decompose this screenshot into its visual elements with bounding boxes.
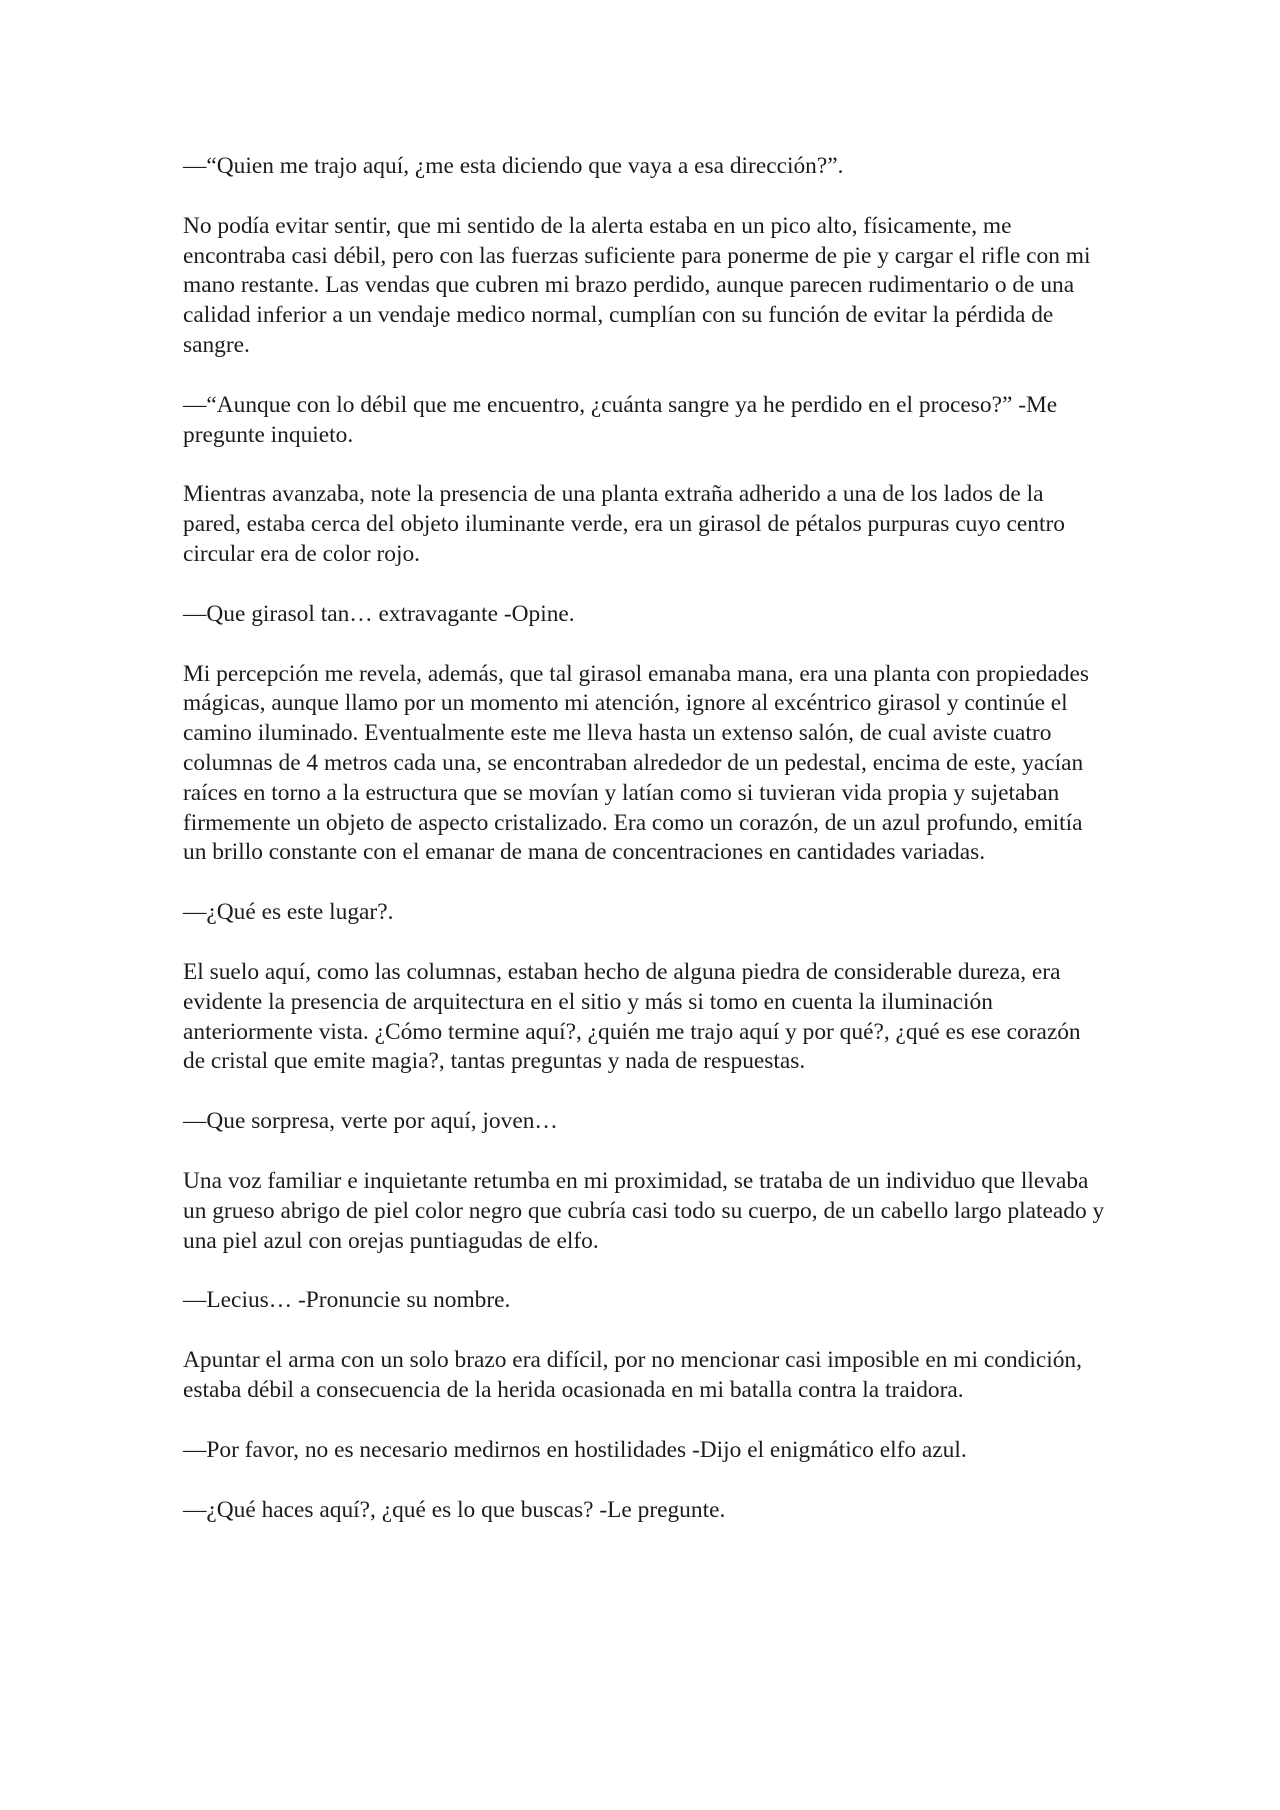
paragraph-dialogue: —¿Qué haces aquí?, ¿qué es lo que buscas? -Le pregunte. [183, 1496, 726, 1523]
paragraph-dialogue: —Que girasol tan… extravagante -Opine. [183, 600, 575, 627]
paragraph-narration: Una voz familiar e inquietante retumba en mi proximidad, se trataba de un individuo que llevaba un grueso abrigo de piel color negro que cubría casi todo su cuerpo, de un cabello largo plateado y una piel azul con orejas puntiagudas de elfo. [183, 1167, 1105, 1254]
paragraph-dialogue: —Que sorpresa, verte por aquí, joven… [183, 1108, 558, 1135]
paragraph-dialogue: —Por favor, no es necesario medirnos en hostilidades -Dijo el enigmático elfo azul. [183, 1436, 967, 1463]
paragraph-dialogue: —“Quien me trajo aquí, ¿me esta diciendo que vaya a esa dirección?”. [183, 153, 844, 179]
paragraph-dialogue: —¿Qué es este lugar?. [183, 899, 394, 926]
paragraph-narration: No podía evitar sentir, que mi sentido de la alerta estaba en un pico alto, físicamente, me encontraba casi débil, pero con las fuerzas suficiente para ponerme de pie y cargar el rifle con mi mano restante. Las vendas que cubren mi brazo perdido, aunque parecen rudimentario o de una calidad inferior a un vendaje medico normal, cumplían con su función de evitar la pérdida de sangre. [183, 212, 1091, 358]
document-body [183, 152, 1105, 1555]
paragraph-narration: Mi percepción me revela, además, que tal girasol emanaba mana, era una planta con propiedades mágicas, aunque llamo por un momento mi atención, ignore al excéntrico girasol y continúe el camino iluminado. Eventualmente este me lleva hasta un extenso salón, de cual aviste cuatro columnas de 4 metros cada una, se encontraban alrededor de un pedestal, encima de este, yacían raíces en torno a la estructura que se movían y latían como si tuvieran vida propia y sujetaban firmemente un objeto de aspecto cristalizado. Era como un corazón, de un azul profundo, emitía un brillo constante con el emanar de mana de concentraciones en cantidades variadas. [183, 660, 1089, 866]
paragraph-narration: Mientras avanzaba, note la presencia de una planta extraña adherido a una de los lados de la pared, estaba cerca del objeto iluminante verde, era un girasol de pétalos purpuras cuyo centro circular era de color rojo. [183, 481, 1065, 567]
paragraph-narration: El suelo aquí, como las columnas, estaban hecho de alguna piedra de considerable dureza, era evidente la presencia de arquitectura en el sitio y más si tomo en cuenta la iluminación anteriormente vista. ¿Cómo termine aquí?, ¿quién me trajo aquí y por qué?, ¿qué es ese corazón de cristal que emite magia?, tantas preguntas y nada de respuestas. [183, 958, 1081, 1075]
paragraph-narration: Apuntar el arma con un solo brazo era difícil, por no mencionar casi imposible en mi condición, estaba débil a consecuencia de la herida ocasionada en mi batalla contra la traidora. [183, 1347, 1082, 1403]
paragraph-dialogue: —Lecius… -Pronuncie su nombre. [183, 1287, 511, 1314]
paragraph-dialogue: —“Aunque con lo débil que me encuentro, ¿cuánta sangre ya he perdido en el proceso?” -Me pregunte inquieto. [183, 391, 1058, 448]
